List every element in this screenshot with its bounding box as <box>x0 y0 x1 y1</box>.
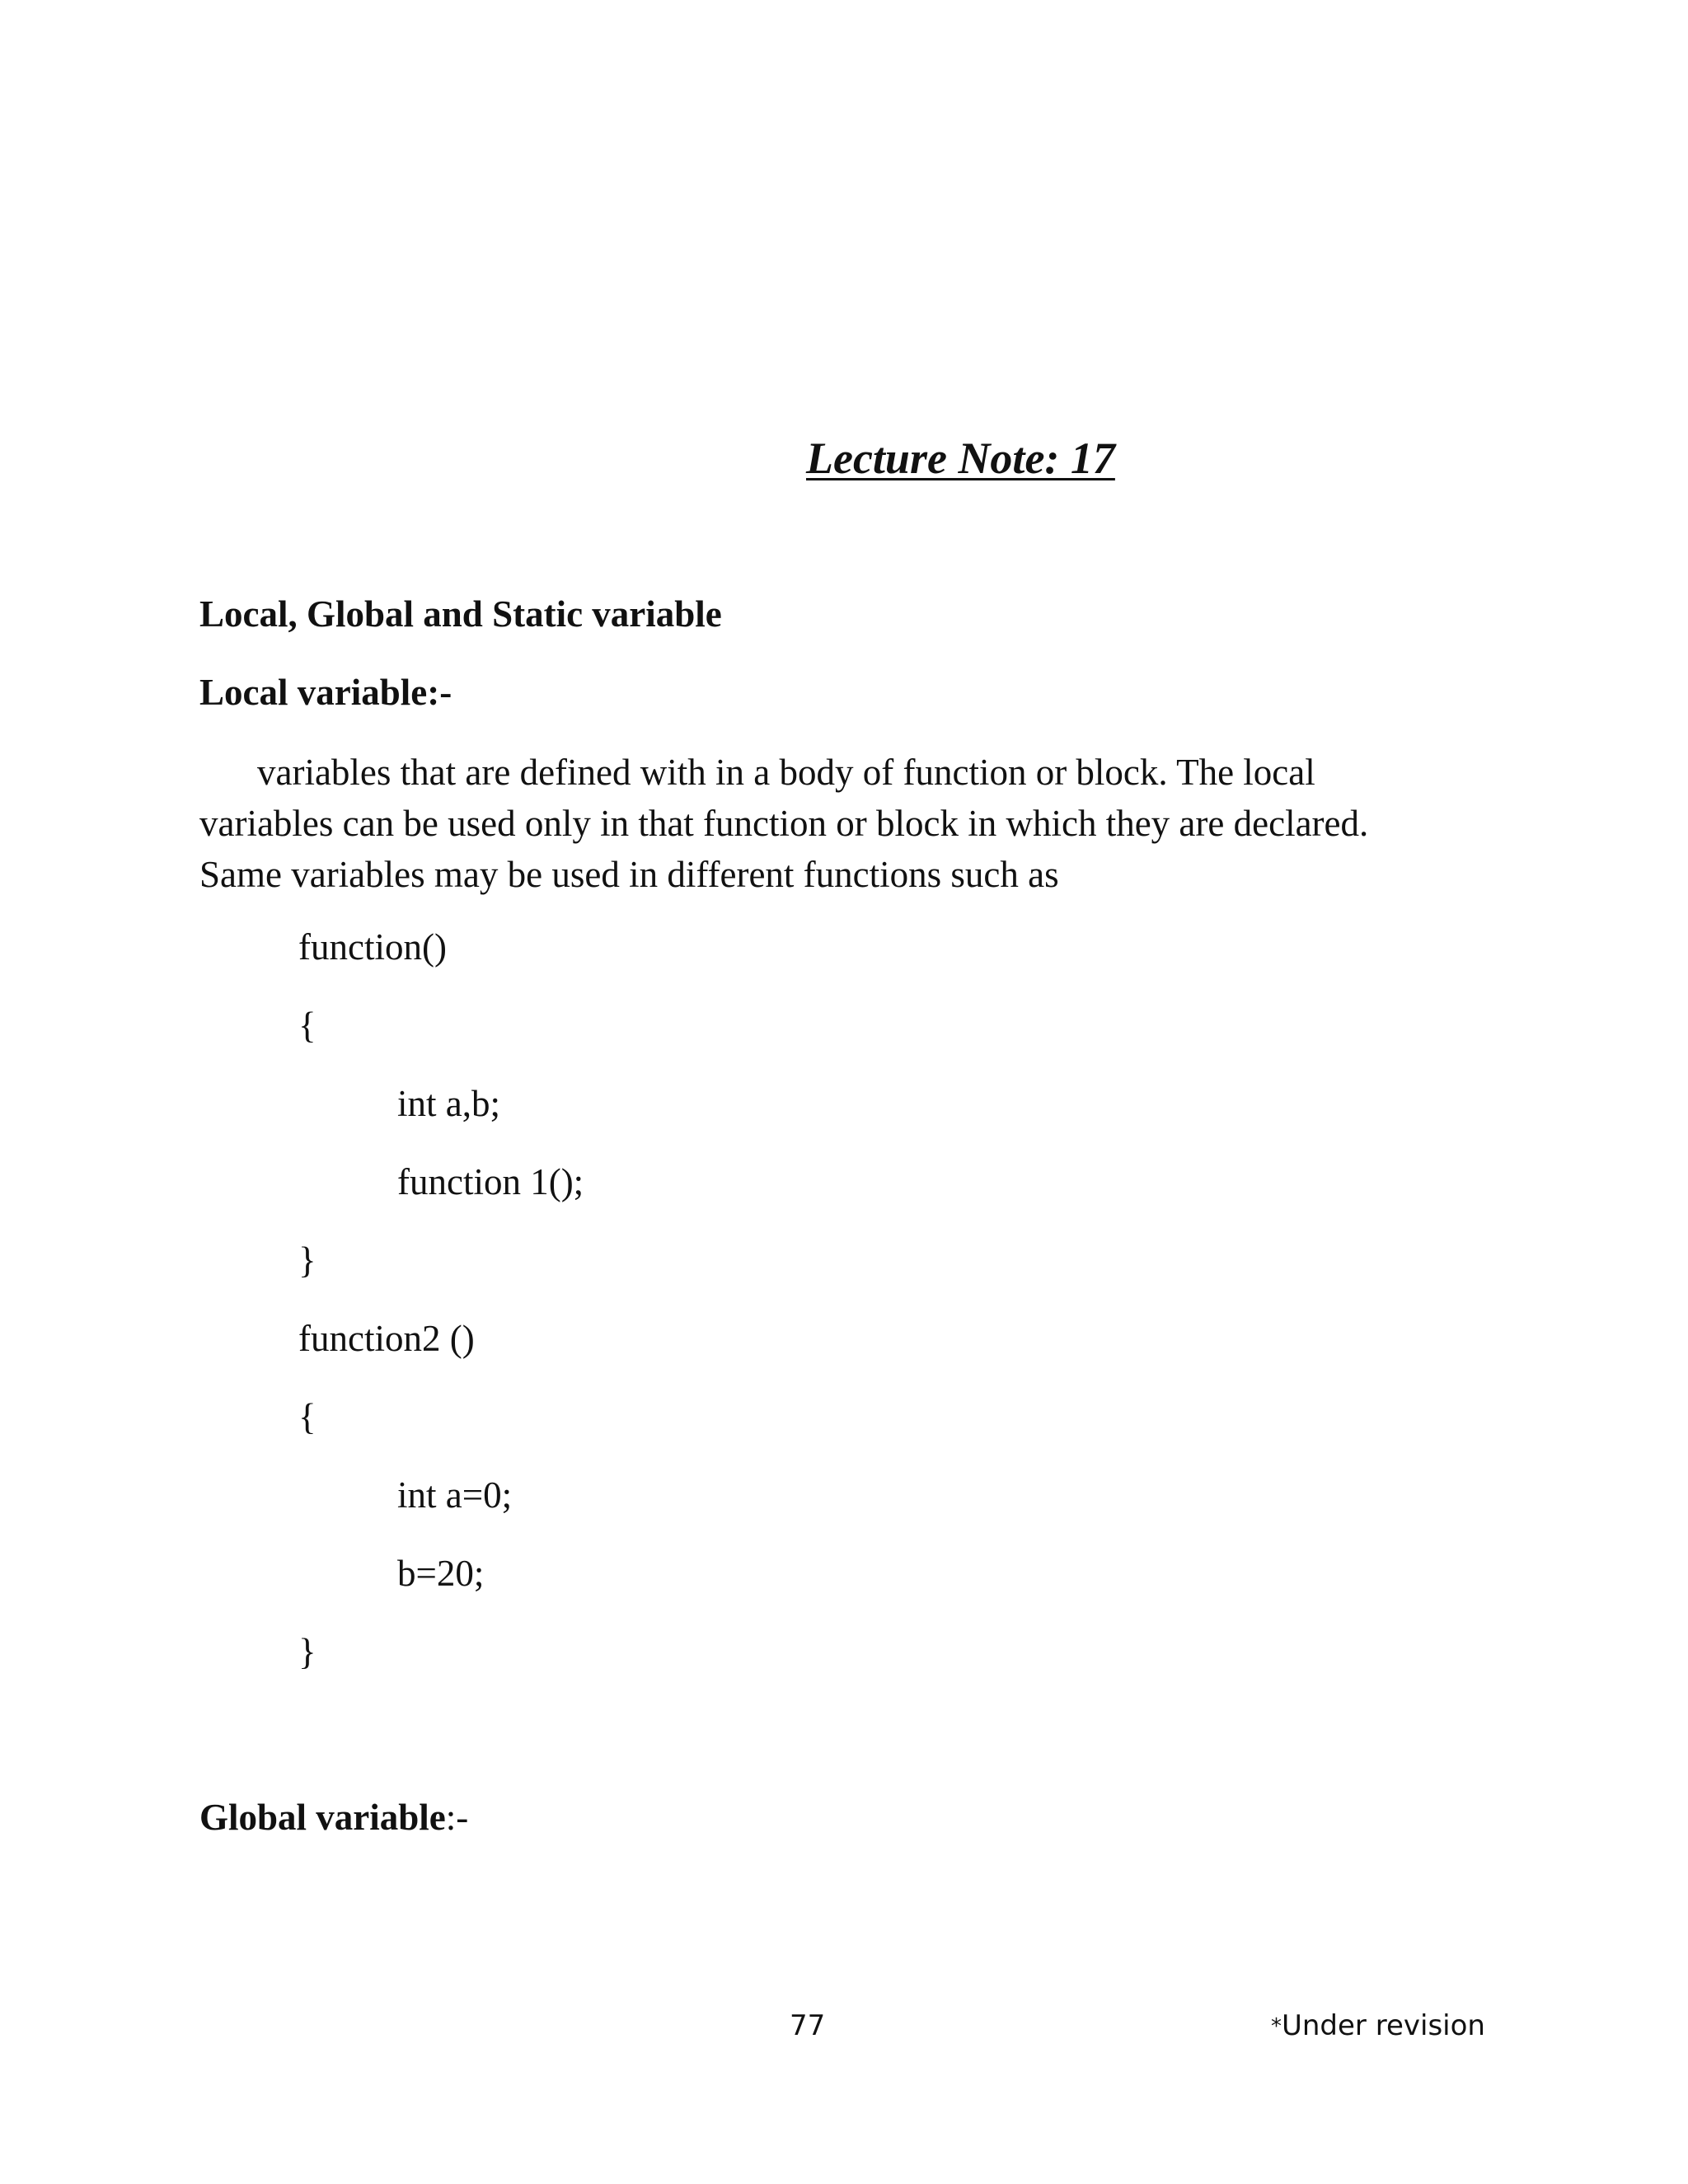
code-line: int a,b; <box>397 1083 500 1124</box>
local-variable-heading: Local variable:- <box>199 672 452 713</box>
code-line: int a=0; <box>397 1474 513 1516</box>
global-heading-suffix: :- <box>445 1797 469 1838</box>
page-number: 77 <box>790 2009 826 2042</box>
local-variable-paragraph <box>199 747 1452 900</box>
code-line: b=20; <box>397 1553 485 1594</box>
code-line: { <box>298 1396 316 1437</box>
global-heading-text: Global variable <box>199 1797 446 1838</box>
code-line: function() <box>298 926 447 968</box>
revision-text: Under revision <box>1282 2009 1485 2042</box>
global-variable-heading <box>199 1795 468 1840</box>
paragraph-line: variables that are defined with in a body of function or block. The local <box>257 752 1315 793</box>
paragraph-line: Same variables may be used in different functions such as <box>199 854 1059 895</box>
revision-star: * <box>1271 2014 1282 2039</box>
code-line: { <box>298 1005 316 1046</box>
paragraph-line: variables can be used only in that function or block in which they are declared. <box>199 803 1369 844</box>
lecture-title: Lecture Note: 17 <box>806 434 1115 483</box>
code-line: function2 () <box>298 1318 475 1359</box>
revision-note <box>1271 2009 1485 2043</box>
code-line: function 1(); <box>397 1161 584 1202</box>
code-line: } <box>298 1240 316 1281</box>
section-heading: Local, Global and Static variable <box>199 593 722 635</box>
code-line: } <box>298 1631 316 1672</box>
